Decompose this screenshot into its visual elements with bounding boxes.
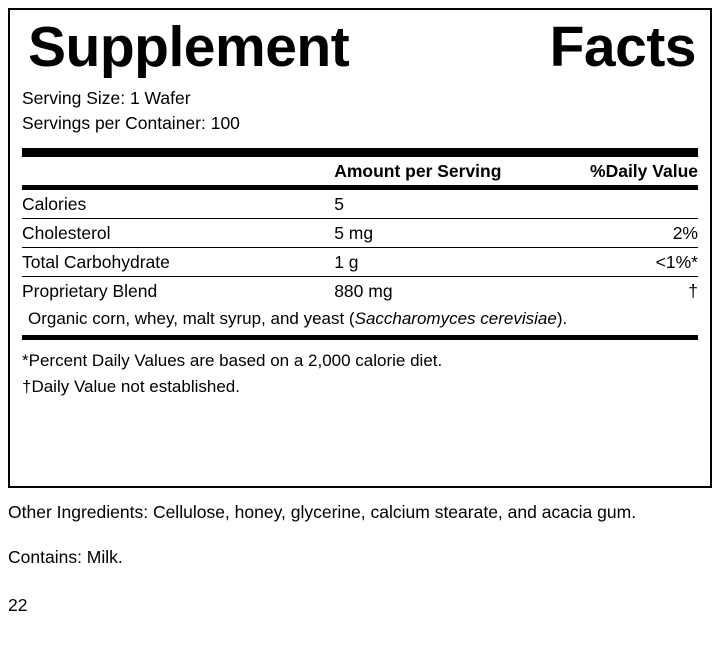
nutrient-dv (549, 190, 698, 219)
table-row (22, 218, 698, 247)
page-number: 22 (8, 594, 28, 615)
other-ingredients: Other Ingredients: Cellulose, honey, glycerine, calcium stearate, and acacia gum. (8, 502, 637, 522)
nutrition-table (22, 157, 698, 185)
panel-title-facts: Facts (549, 15, 696, 79)
panel-title (22, 15, 698, 79)
below-panel-text (8, 500, 708, 618)
supplement-facts-panel (8, 8, 712, 488)
blend-amount: 880 mg (334, 280, 393, 301)
footnote-dv-not-established: †Daily Value not established. (22, 377, 240, 397)
serving-size: Serving Size: 1 Wafer (22, 88, 191, 109)
blend-name: Proprietary Blend (22, 280, 158, 301)
blend-ingredients-pre: Organic corn, whey, malt syrup, and yeast ( (28, 308, 355, 328)
contains-statement: Contains: Milk. (8, 547, 123, 568)
nutrient-amount: 1 g (326, 247, 549, 276)
blend-dv: † (688, 280, 698, 301)
blend-ingredients-post: ). (556, 308, 568, 328)
spacer-2 (8, 571, 708, 593)
nutrient-dv: <1%* (549, 247, 698, 276)
serving-info (22, 86, 698, 136)
spacer-1 (8, 525, 708, 545)
header-daily-value: %Daily Value (590, 160, 698, 181)
table-row (22, 190, 698, 219)
header-blank (22, 157, 326, 185)
table-header-row (22, 157, 698, 185)
table-row-blend-detail (22, 305, 698, 335)
blend-ingredients (22, 305, 698, 335)
servings-per-container: Servings per Container: 100 (22, 112, 240, 133)
nutrient-name: Cholesterol (22, 218, 326, 247)
panel-title-supplement: Supplement (28, 15, 350, 79)
nutrient-dv: 2% (549, 218, 698, 247)
table-row (22, 247, 698, 276)
nutrient-amount: 5 (326, 190, 549, 219)
nutrient-name: Total Carbohydrate (22, 247, 326, 276)
header-amount-per-serving: Amount per Serving (334, 160, 502, 181)
nutrient-amount: 5 mg (326, 218, 549, 247)
nutrient-rows (22, 190, 698, 335)
footnotes (22, 340, 698, 401)
table-row-blend (22, 276, 698, 305)
blend-ingredients-italic: Saccharomyces cerevisiae (354, 308, 557, 328)
nutrient-name: Calories (22, 190, 326, 219)
rule-thick-top (22, 148, 698, 157)
footnote-daily-values: *Percent Daily Values are based on a 2,000 calorie diet. (22, 350, 443, 370)
